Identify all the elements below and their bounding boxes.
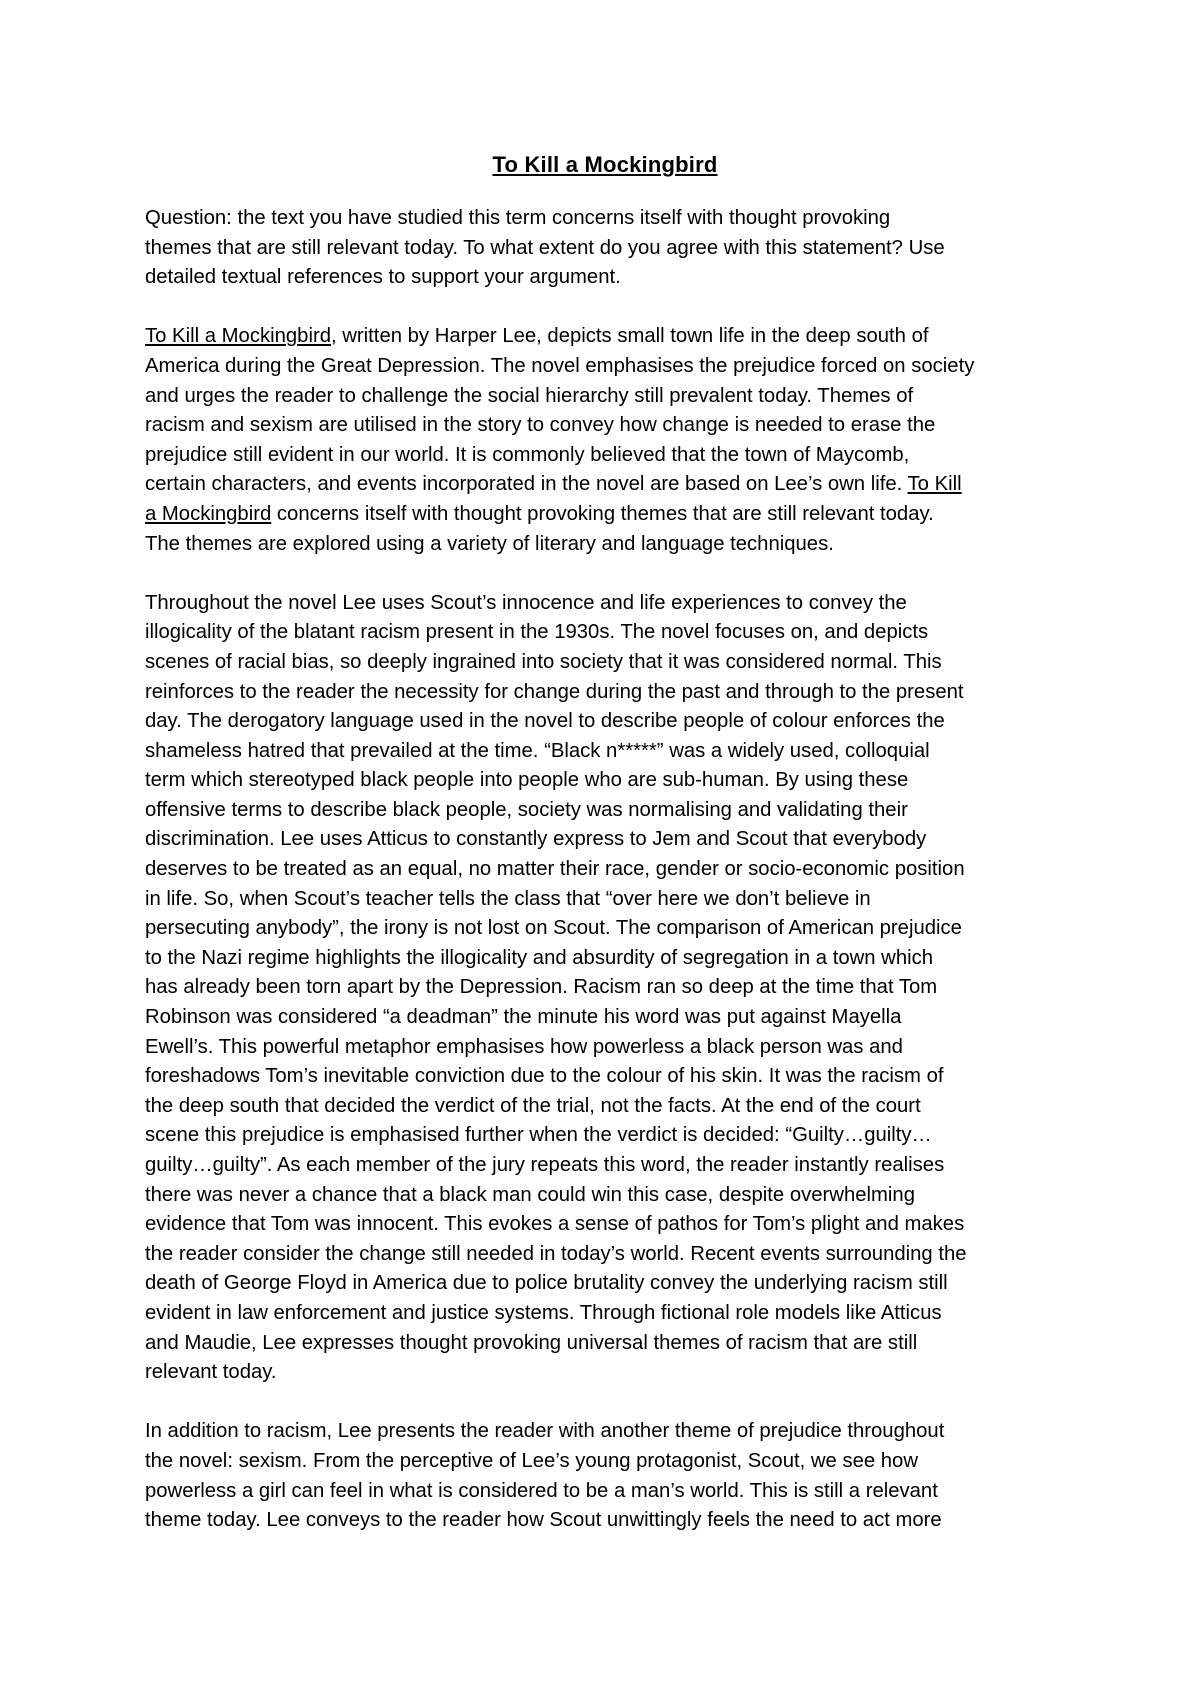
text-line: [145, 470, 1065, 500]
text-line: and urges the reader to challenge the social hierarchy still prevalent today. Themes of: [145, 384, 914, 407]
text-line: persecuting anybody”, the irony is not lost on Scout. The comparison of American prejudice: [145, 917, 962, 940]
text-line: illogicality of the blatant racism present in the 1930s. The novel focuses on, and depicts: [145, 621, 929, 644]
text-line: there was never a chance that a black man could win this case, despite overwhelming: [145, 1183, 915, 1206]
document-title: To Kill a Mockingbird: [492, 152, 718, 177]
book-title-underlined: To Kill: [907, 473, 962, 496]
book-title-underlined: To Kill a Mockingbird: [145, 325, 331, 348]
text-line: foreshadows Tom’s inevitable conviction due to the colour of his skin. It was the racism of: [145, 1065, 944, 1088]
text-line: offensive terms to describe black people, society was normalising and validating their: [145, 798, 908, 821]
text-line: theme today. Lee conveys to the reader how Scout unwittingly feels the need to act more: [145, 1509, 942, 1532]
text-line: deserves to be treated as an equal, no matter their race, gender or socio-economic position: [145, 858, 965, 881]
text-line: day. The derogatory language used in the novel to describe people of colour enforces the: [145, 710, 945, 733]
question-paragraph: [145, 204, 1065, 293]
sexism-paragraph: [145, 1417, 1065, 1535]
text-line: themes that are still relevant today. To what extent do you agree with this statement? Use: [145, 236, 945, 259]
text-line: relevant today.: [145, 1361, 277, 1384]
text-line: powerless a girl can feel in what is considered to be a man’s world. This is still a relevant: [145, 1479, 938, 1502]
text-line: shameless hatred that prevailed at the time. “Black n*****” was a widely used, colloquial: [145, 739, 930, 762]
racism-paragraph: [145, 589, 1065, 1388]
text-line: In addition to racism, Lee presents the reader with another theme of prejudice throughout: [145, 1420, 945, 1443]
text-line: guilty…guilty”. As each member of the jury repeats this word, the reader instantly realises: [145, 1154, 945, 1176]
text-line: Robinson was considered “a deadman” the minute his word was put against Mayella: [145, 1006, 902, 1029]
text-line: discrimination. Lee uses Atticus to constantly express to Jem and Scout that everybody: [145, 828, 927, 851]
text-line: Ewell’s. This powerful metaphor emphasises how powerless a black person was and: [145, 1035, 903, 1058]
text-line: death of George Floyd in America due to police brutality convey the underlying racism still: [145, 1272, 948, 1295]
document-body: [145, 145, 1065, 1565]
text-line: in life. So, when Scout’s teacher tells the class that “over here we don’t believe in: [145, 887, 871, 910]
text-line: scenes of racial bias, so deeply ingrained into society that it was considered normal. This: [145, 650, 942, 673]
text-line: the reader consider the change still needed in today’s world. Recent events surrounding the: [145, 1242, 967, 1265]
text-line: Question: the text you have studied this term concerns itself with thought provoking: [145, 207, 891, 229]
text-line: evident in law enforcement and justice systems. Through fictional role models like Atticus: [145, 1301, 942, 1324]
text-line: [145, 500, 1065, 530]
text-line: to the Nazi regime highlights the illogicality and absurdity of segregation in a town which: [145, 946, 934, 969]
text-span: certain characters, and events incorporated in the novel are based on Lee’s own life.: [145, 473, 908, 496]
text-line: evidence that Tom was innocent. This evokes a sense of pathos for Tom’s plight and makes: [145, 1213, 965, 1236]
text-line: America during the Great Depression. The novel emphasises the prejudice forced on society: [145, 354, 975, 377]
text-line: Throughout the novel Lee uses Scout’s innocence and life experiences to convey the: [145, 591, 907, 614]
text-line: reinforces to the reader the necessity for change during the past and through to the present: [145, 680, 964, 703]
text-line: term which stereotyped black people into people who are sub-human. By using these: [145, 769, 909, 792]
book-title-underlined: a Mockingbird: [145, 502, 272, 525]
text-line: detailed textual references to support your argument.: [145, 266, 621, 289]
text-line: has already been torn apart by the Depression. Racism ran so deep at the time that Tom: [145, 976, 938, 999]
intro-paragraph: [145, 322, 1065, 559]
text-line: scene this prejudice is emphasised further when the verdict is decided: “Guilty…guilty…: [145, 1124, 932, 1147]
text-line: and Maudie, Lee expresses thought provoking universal themes of racism that are still: [145, 1331, 918, 1354]
text-line: racism and sexism are utilised in the story to convey how change is needed to erase the: [145, 414, 936, 437]
text-line: the deep south that decided the verdict of the trial, not the facts. At the end of the court: [145, 1094, 921, 1117]
text-span: concerns itself with thought provoking themes that are still relevant today.: [271, 502, 934, 525]
text-line: prejudice still evident in our world. It is commonly believed that the town of Maycomb,: [145, 443, 910, 466]
text-line: [145, 322, 1065, 352]
text-line: The themes are explored using a variety of literary and language techniques.: [145, 532, 834, 555]
text-span: , written by Harper Lee, depicts small town life in the deep south of: [331, 325, 929, 348]
text-line: the novel: sexism. From the perceptive of Lee’s young protagonist, Scout, we see how: [145, 1449, 918, 1472]
